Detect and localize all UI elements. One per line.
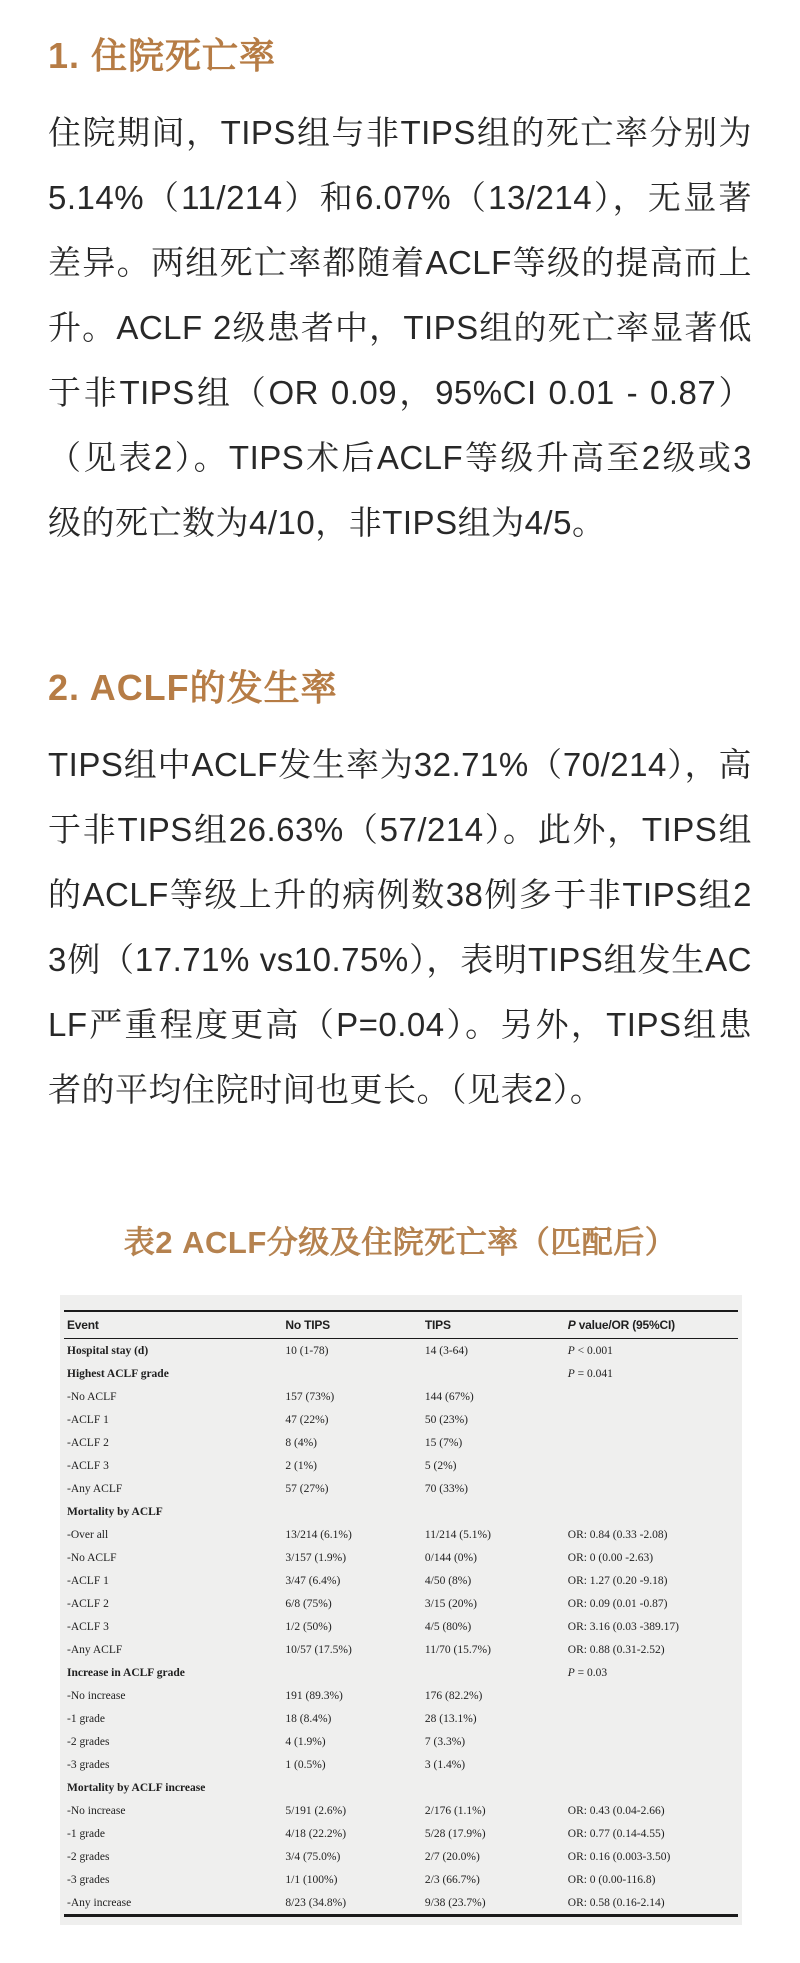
tips-cell xyxy=(422,1776,565,1799)
table-row xyxy=(64,1339,738,1363)
table-row xyxy=(64,1868,738,1891)
tips-cell xyxy=(422,1362,565,1385)
no-tips-cell xyxy=(282,1661,422,1684)
table-row xyxy=(64,1431,738,1454)
event-cell: Highest ACLF grade xyxy=(67,1367,169,1380)
table-2-caption: 表2 ACLF分级及住院死亡率（匹配后） xyxy=(123,1225,677,1260)
table-row xyxy=(64,1753,738,1776)
column-header-3: P value/OR (95%CI) xyxy=(565,1311,738,1339)
tips-cell: 4/50 (8%) xyxy=(424,1574,472,1587)
tips-cell: 3 (1.4%) xyxy=(424,1758,466,1771)
p-value-cell: OR: 0 (0.00-116.8) xyxy=(567,1873,656,1886)
event-cell: -ACLF 1 xyxy=(67,1413,109,1426)
table-row xyxy=(64,1362,738,1385)
section-1-paragraph: 住院期间，TIPS组与非TIPS组的死亡率分别为5.14%（11/214）和6.07%（13/214），无显著差异。两组死亡率都随着ACLF等级的提高而上升。ACLF 2级患者中，TIPS组的死亡率显著低于非TIPS组（OR 0.09，95%CI 0.01 - 0.87）（见表2）。TIPS术后ACLF等级升高至2级或3级的死亡数为4/10，非TIPS组为4/5。 xyxy=(48,114,752,541)
tips-cell: 5/28 (17.9%) xyxy=(424,1827,486,1840)
tips-cell: 5 (2%) xyxy=(424,1459,457,1472)
event-cell: -No increase xyxy=(67,1689,126,1702)
event-cell: -ACLF 3 xyxy=(67,1620,109,1633)
table-row xyxy=(64,1845,738,1868)
table-row xyxy=(64,1385,738,1408)
no-tips-cell: 4/18 (22.2%) xyxy=(285,1827,347,1840)
event-cell: Mortality by ACLF increase xyxy=(67,1781,206,1794)
p-value-cell xyxy=(565,1707,738,1730)
p-value-cell: OR: 0.43 (0.04-2.66) xyxy=(567,1804,665,1817)
tips-cell: 14 (3-64) xyxy=(424,1344,469,1357)
table-row xyxy=(64,1707,738,1730)
no-tips-cell xyxy=(282,1362,422,1385)
p-value-cell: P < 0.001 xyxy=(567,1344,613,1357)
no-tips-cell: 191 (89.3%) xyxy=(285,1689,343,1702)
table-row xyxy=(64,1454,738,1477)
event-cell: -Any ACLF xyxy=(67,1482,123,1495)
event-cell: -2 grades xyxy=(67,1850,110,1863)
tips-cell: 2/3 (66.7%) xyxy=(424,1873,480,1886)
column-header-0: Event xyxy=(64,1311,282,1339)
p-value-cell xyxy=(565,1385,738,1408)
table-row xyxy=(64,1615,738,1638)
event-cell: -3 grades xyxy=(67,1758,110,1771)
no-tips-cell: 3/4 (75.0%) xyxy=(285,1850,341,1863)
table-header-row xyxy=(64,1311,738,1339)
event-cell: Hospital stay (d) xyxy=(67,1344,149,1357)
section-2-paragraph: TIPS组中ACLF发生率为32.71%（70/214），高于非TIPS组26.63%（57/214）。此外，TIPS组的ACLF等级上升的病例数38例多于非TIPS组23例（17.71% vs10.75%），表明TIPS组发生ACLF严重程度更高（P=0.04）。另外，TIPS组患者的平均住院时间也更长。（见表2）。 xyxy=(48,746,752,1108)
event-cell: -3 grades xyxy=(67,1873,110,1886)
event-cell: Mortality by ACLF xyxy=(67,1505,163,1518)
p-value-cell xyxy=(565,1500,738,1523)
p-value-cell: OR: 3.16 (0.03 -389.17) xyxy=(567,1620,679,1633)
table-row xyxy=(64,1730,738,1753)
tips-cell: 0/144 (0%) xyxy=(424,1551,477,1564)
event-cell: -Any ACLF xyxy=(67,1643,123,1656)
p-value-cell xyxy=(565,1408,738,1431)
tips-cell: 7 (3.3%) xyxy=(424,1735,466,1748)
table-row xyxy=(64,1822,738,1845)
tips-cell: 2/176 (1.1%) xyxy=(424,1804,486,1817)
table-row xyxy=(64,1477,738,1500)
no-tips-cell: 6/8 (75%) xyxy=(285,1597,332,1610)
p-value-cell: OR: 0.77 (0.14-4.55) xyxy=(567,1827,665,1840)
no-tips-cell: 8 (4%) xyxy=(285,1436,317,1449)
p-value-cell: OR: 0.58 (0.16-2.14) xyxy=(567,1896,665,1909)
no-tips-cell xyxy=(282,1500,422,1523)
event-cell: -No ACLF xyxy=(67,1390,117,1403)
table-body xyxy=(64,1339,738,1916)
section-1-heading: 1. 住院死亡率 xyxy=(48,35,277,76)
p-value-cell xyxy=(565,1684,738,1707)
event-cell: -Over all xyxy=(67,1528,109,1541)
table-row xyxy=(64,1799,738,1822)
tips-cell: 144 (67%) xyxy=(424,1390,474,1403)
results-table xyxy=(64,1310,738,1917)
tips-cell: 11/70 (15.7%) xyxy=(424,1643,491,1656)
tips-cell: 9/38 (23.7%) xyxy=(424,1896,486,1909)
table-row xyxy=(64,1408,738,1431)
event-cell: -ACLF 2 xyxy=(67,1597,109,1610)
no-tips-cell: 57 (27%) xyxy=(285,1482,329,1495)
no-tips-cell: 8/23 (34.8%) xyxy=(285,1896,347,1909)
table-row xyxy=(64,1523,738,1546)
event-cell: -1 grade xyxy=(67,1712,105,1725)
p-value-cell xyxy=(565,1454,738,1477)
no-tips-cell: 1 (0.5%) xyxy=(285,1758,326,1771)
tips-cell: 70 (33%) xyxy=(424,1482,469,1495)
p-value-cell: OR: 0 (0.00 -2.63) xyxy=(567,1551,654,1564)
no-tips-cell: 10/57 (17.5%) xyxy=(285,1643,352,1656)
table-2-image-area xyxy=(60,1295,742,1925)
event-cell: -No increase xyxy=(67,1804,126,1817)
table-row xyxy=(64,1546,738,1569)
table-row xyxy=(64,1638,738,1661)
table-row xyxy=(64,1569,738,1592)
p-value-cell: P = 0.041 xyxy=(567,1367,613,1380)
no-tips-cell: 3/47 (6.4%) xyxy=(285,1574,341,1587)
no-tips-cell: 1/2 (50%) xyxy=(285,1620,332,1633)
event-cell: -2 grades xyxy=(67,1735,110,1748)
p-value-cell xyxy=(565,1431,738,1454)
table-row xyxy=(64,1776,738,1799)
no-tips-cell: 157 (73%) xyxy=(285,1390,335,1403)
event-cell: -ACLF 2 xyxy=(67,1436,109,1449)
column-header-1: No TIPS xyxy=(282,1311,422,1339)
column-header-2: TIPS xyxy=(422,1311,565,1339)
no-tips-cell: 2 (1%) xyxy=(285,1459,317,1472)
table-row xyxy=(64,1661,738,1684)
no-tips-cell: 3/157 (1.9%) xyxy=(285,1551,347,1564)
p-value-cell xyxy=(565,1753,738,1776)
no-tips-cell: 47 (22%) xyxy=(285,1413,329,1426)
event-cell: -Any increase xyxy=(67,1896,132,1909)
tips-cell: 15 (7%) xyxy=(424,1436,463,1449)
tips-cell: 50 (23%) xyxy=(424,1413,469,1426)
tips-cell xyxy=(422,1661,565,1684)
p-value-cell xyxy=(565,1730,738,1753)
table-row xyxy=(64,1500,738,1523)
no-tips-cell: 5/191 (2.6%) xyxy=(285,1804,347,1817)
event-cell: Increase in ACLF grade xyxy=(67,1666,185,1679)
p-value-cell xyxy=(565,1776,738,1799)
no-tips-cell: 18 (8.4%) xyxy=(285,1712,332,1725)
p-value-cell: OR: 0.16 (0.003-3.50) xyxy=(567,1850,671,1863)
tips-cell: 3/15 (20%) xyxy=(424,1597,477,1610)
table-row xyxy=(64,1592,738,1615)
section-2-heading: 2. ACLF的发生率 xyxy=(48,667,338,708)
p-value-cell: OR: 1.27 (0.20 -9.18) xyxy=(567,1574,668,1587)
tips-cell: 2/7 (20.0%) xyxy=(424,1850,480,1863)
tips-cell: 28 (13.1%) xyxy=(424,1712,477,1725)
p-value-cell: OR: 0.84 (0.33 -2.08) xyxy=(567,1528,668,1541)
tips-cell: 4/5 (80%) xyxy=(424,1620,472,1633)
event-cell: -ACLF 3 xyxy=(67,1459,109,1472)
p-value-cell: P = 0.03 xyxy=(567,1666,608,1679)
no-tips-cell: 1/1 (100%) xyxy=(285,1873,338,1886)
no-tips-cell xyxy=(282,1776,422,1799)
event-cell: -1 grade xyxy=(67,1827,105,1840)
p-value-cell: OR: 0.88 (0.31-2.52) xyxy=(567,1643,665,1656)
event-cell: -ACLF 1 xyxy=(67,1574,109,1587)
tips-cell: 176 (82.2%) xyxy=(424,1689,483,1702)
event-cell: -No ACLF xyxy=(67,1551,117,1564)
p-value-cell: OR: 0.09 (0.01 -0.87) xyxy=(567,1597,668,1610)
p-value-cell xyxy=(565,1477,738,1500)
tips-cell xyxy=(422,1500,565,1523)
no-tips-cell: 13/214 (6.1%) xyxy=(285,1528,352,1541)
table-row xyxy=(64,1684,738,1707)
no-tips-cell: 4 (1.9%) xyxy=(285,1735,326,1748)
table-row xyxy=(64,1891,738,1916)
no-tips-cell: 10 (1-78) xyxy=(285,1344,329,1357)
tips-cell: 11/214 (5.1%) xyxy=(424,1528,491,1541)
